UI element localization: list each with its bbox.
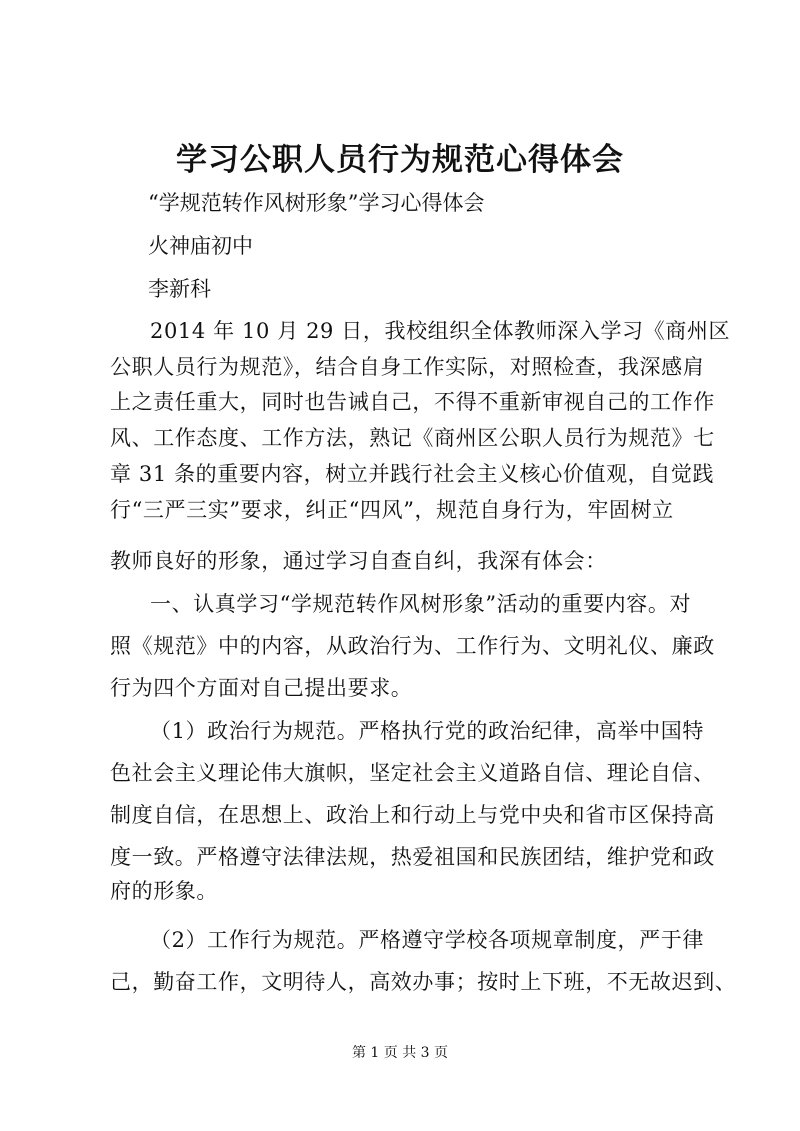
paragraph-line: 府的形象。 [110,879,218,903]
author-name: 李新科 [148,277,211,301]
document-subtitle: “学规范转作风树形象”学习心得体会 [148,191,485,215]
paragraph-line: 制度自信，在思想上、政治上和行动上与党中央和省市区保持高 [110,803,715,827]
paragraph-line: 行“三严三实”要求，纠正“四风”，规范自身行为，牢固树立 [110,498,674,522]
paragraph-line: 章 31 条的重要内容，树立并践行社会主义核心价值观，自觉践 [110,462,715,486]
page-footer: 第 1 页 共 3 页 [351,1045,449,1061]
paragraph-line: （1）政治行为规范。严格执行党的政治纪律，高举中国特 [150,719,704,743]
paragraph-line: 行为四个方面对自己提出要求。 [110,676,413,700]
school-name: 火神庙初中 [148,234,253,258]
paragraph-line: 度一致。严格遵守法律法规，热爱祖国和民族团结，维护党和政 [110,845,715,869]
paragraph-line: 一、认真学习“学规范转作风树形象”活动的重要内容。对 [150,592,692,616]
paragraph-line: 照《规范》中的内容，从政治行为、工作行为、文明礼仪、廉政 [110,634,715,658]
paragraph-line: 己，勤奋工作，文明待人，高效办事；按时上下班，不无故迟到、 [110,970,737,994]
paragraph-line: 教师良好的形象，通过学习自查自纠，我深有体会： [110,549,607,573]
paragraph-line: 上之责任重大，同时也告诫自己，不得不重新审视自己的工作作 [110,390,715,414]
paragraph-line: 2014 年 10 月 29 日，我校组织全体教师深入学习《商州区 [150,319,731,343]
paragraph-line: 风、工作态度、工作方法，熟记《商州区公职人员行为规范》七 [110,426,715,450]
document-title: 学习公职人员行为规范心得体会 [176,142,624,178]
paragraph-line: 色社会主义理论伟大旗帜，坚定社会主义道路自信、理论自信、 [110,761,715,785]
paragraph-line: （2）工作行为规范。严格遵守学校各项规章制度，严于律 [150,928,704,952]
paragraph-line: 公职人员行为规范》，结合自身工作实际，对照检查，我深感肩 [110,355,705,379]
